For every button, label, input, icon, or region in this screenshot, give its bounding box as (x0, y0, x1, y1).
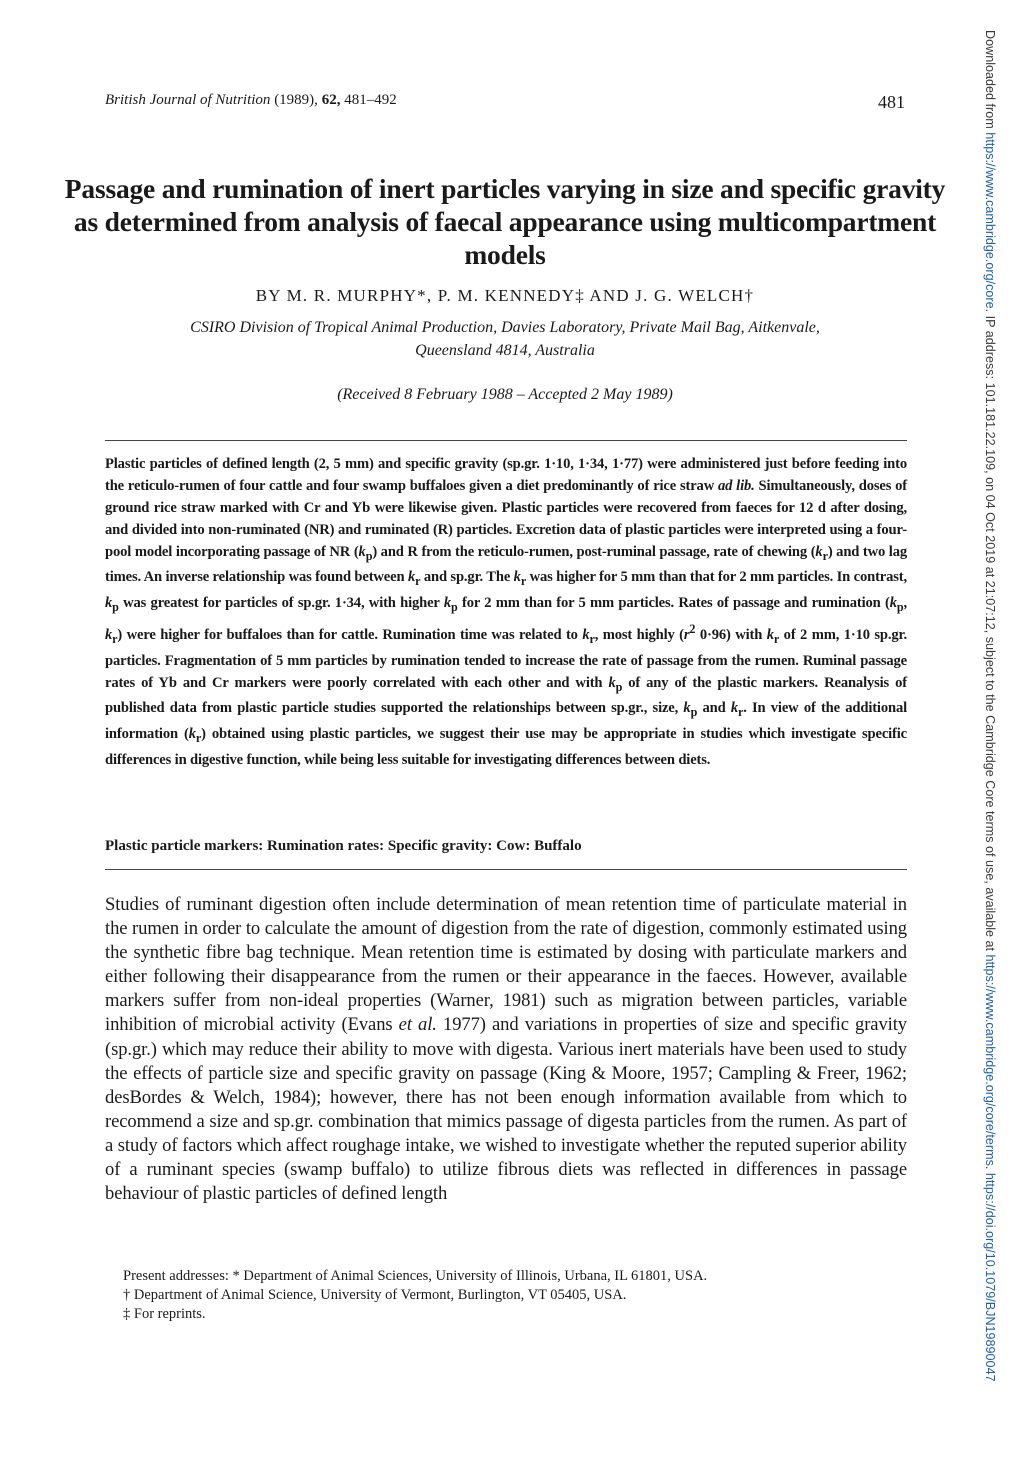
article-title: Passage and rumination of inert particles varying in size and specific gravity as determined from analysis of faecal appearance using multicompartment models (64, 173, 946, 270)
running-head (105, 92, 905, 112)
terms-link[interactable]: https://www.cambridge.org/core/terms (983, 954, 997, 1166)
page-number: 481 (878, 92, 905, 112)
cambridge-core-link[interactable]: https://www.cambridge.org/core (983, 132, 997, 309)
journal-volume: 62, (321, 92, 341, 108)
journal-pages: 481–492 (344, 92, 397, 108)
footnote-present-addresses: Present addresses: * Department of Animal Sciences, University of Illinois, Urbana, IL 61801, USA. (123, 1268, 708, 1284)
journal-name: British Journal of Nutrition (105, 92, 271, 108)
download-notice: Downloaded from https://www.cambridge.org/core. IP address: 101.181.22.109, on 04 Oct 2019 at 21:07:12, subject to the Cambridge Core terms of use, available at https://www.cambridge.org/core/terms. https://doi.org/10.1079/BJN19890047 (983, 30, 997, 1382)
doi-link[interactable]: https://doi.org/10.1079/BJN19890047 (983, 1172, 997, 1382)
footnote-double-dagger: ‡ For reprints. (123, 1306, 206, 1322)
body-paragraph: Studies of ruminant digestion often include determination of mean retention time of particulate material in the rumen in order to calculate the amount of digestion from the rate of digestion, commonly estimated using the synthetic fibre bag technique. Mean retention time is estimated by dosing with particulate markers and either following their disappearance from the rumen or their appearance in the faeces. However, available markers suffer from non-ideal properties (Warner, 1981) such as migration between particles, variable inhibition of microbial activity (Evans et al. 1977) and variations in properties of size and specific gravity (sp.gr.) which may reduce their ability to move with digesta. Various inert materials have been used to study the effects of particle size and specific gravity on passage (King & Moore, 1957; Campling & Freer, 1962; desBordes & Welch, 1984); however, there has not been enough information available from which to recommend a size and sp.gr. combination that mimics passage of digesta particles from the rumen. As part of a study of factors which affect roughage intake, we wished to investigate whether the reputed superior ability of a ruminant species (swamp buffalo) to utilize fibrous diets was reflected in differences in passage behaviour of plastic particles of defined length (105, 894, 907, 1205)
footnotes (105, 1267, 907, 1324)
abstract-top-rule (105, 440, 907, 441)
affiliation-line-1: CSIRO Division of Tropical Animal Production, Davies Laboratory, Private Mail Bag, Aitkenvale, (190, 319, 820, 336)
affiliation (60, 316, 950, 362)
affiliation-line-2: Queensland 4814, Australia (415, 342, 595, 359)
author-list: BY M. R. MURPHY*, P. M. KENNEDY‡ AND J. G. WELCH† (255, 286, 755, 305)
abstract-bottom-rule (105, 869, 907, 870)
received-dates: (Received 8 February 1988 – Accepted 2 May 1989) (337, 386, 673, 403)
journal-year: (1989), (274, 92, 318, 108)
keywords: Plastic particle markers: Rumination rates: Specific gravity: Cow: Buffalo (105, 838, 582, 854)
footnote-dagger: † Department of Animal Science, University of Vermont, Burlington, VT 05405, USA. (123, 1287, 627, 1303)
abstract: Plastic particles of defined length (2, 5 mm) and specific gravity (sp.gr. 1·10, 1·34, 1·77) were administered just before feeding into the reticulo-rumen of four cattle and four swamp buffaloes given a diet predominantly of rice straw ad lib. Simultaneously, doses of ground rice straw marked with Cr and Yb were likewise given. Plastic particles were recovered from faeces for 12 d after dosing, and divided into non-ruminated (NR) and ruminated (R) particles. Excretion data of plastic particles were interpreted using a four-pool model incorporating passage of NR $(k_p)$ and R from the reticulo-rumen, post-ruminal passage, rate of chewing $(k_r)$ and two lag times. An inverse relationship was found between $k_r$ and sp.gr. The $k_r$ was higher for 5 mm than that for 2 mm particles. In contrast, $k_p$ was greatest for particles of sp.gr. 1·34, with higher $k_p$ for 2 mm than for 5 mm particles. Rates of passage and rumination ($k_p$, $k_r$) were higher for buffaloes than for cattle. Rumination time was related to $k_r$, most highly ($r^2$ 0·96) with $k_r$ of 2 mm, 1·10 sp.gr. particles. Fragmentation of 5 mm particles by rumination tended to increase the rate of passage from the rumen. Ruminal passage rates of Yb and Cr markers were poorly correlated with each other and with $k_p$ of any of the plastic markers. Reanalysis of published data from plastic particle studies supported the relationships between sp.gr., size, $k_p$ and $k_r$. In view of the additional information $(k_r)$ obtained using plastic particles, we suggest their use may be appropriate in studies which investigate specific differences in digestive function, while being less suitable for investigating differences between diets. (105, 456, 908, 769)
